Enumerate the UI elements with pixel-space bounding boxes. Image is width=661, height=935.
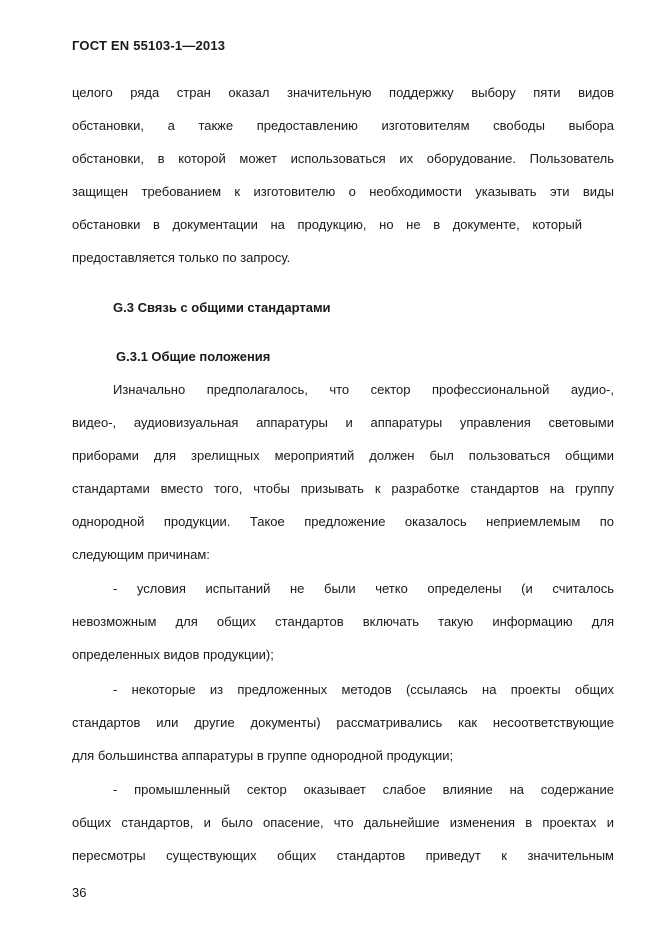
- list-item: - условия испытаний не были четко определены (и считалось: [113, 581, 614, 596]
- list-item-line: стандартов или другие документы) рассматривались как несоответствующие: [72, 715, 614, 730]
- paragraph-line: обстановки, в которой может использоваться их оборудование. Пользователь: [72, 151, 614, 166]
- paragraph-line: видео-, аудиовизуальная аппаратуры и аппаратуры управления световыми: [72, 415, 614, 430]
- paragraph-line: обстановки в документации на продукцию, но не в документе, который: [72, 217, 582, 232]
- paragraph-line: предоставляется только по запросу.: [72, 250, 291, 265]
- paragraph-line: целого ряда стран оказал значительную поддержку выбору пяти видов: [72, 85, 614, 100]
- paragraph-line: стандартами вместо того, чтобы призывать к разработке стандартов на группу: [72, 481, 614, 496]
- list-item-line: пересмотры существующих общих стандартов приведут к значительным: [72, 848, 614, 863]
- list-item-line: определенных видов продукции);: [72, 647, 274, 662]
- list-item: - промышленный сектор оказывает слабое влияние на содержание: [113, 782, 614, 797]
- section-heading-g31: G.3.1 Общие положения: [116, 349, 271, 364]
- document-header-title: ГОСТ EN 55103-1—2013: [72, 38, 226, 53]
- list-item-line: для большинства аппаратуры в группе однородной продукции;: [72, 748, 454, 763]
- page-number: 36: [72, 885, 87, 900]
- paragraph-line: обстановки, а также предоставлению изготовителям свободы выбора: [72, 118, 614, 133]
- list-item-line: общих стандартов, и было опасение, что дальнейшие изменения в проектах и: [72, 815, 614, 830]
- paragraph-line: приборами для зрелищных мероприятий должен был пользоваться общими: [72, 448, 614, 463]
- paragraph-line: следующим причинам:: [72, 547, 210, 562]
- list-item-line: невозможным для общих стандартов включать такую информацию для: [72, 614, 614, 629]
- section-heading-g3: G.3 Связь с общими стандартами: [113, 300, 331, 315]
- paragraph-line: Изначально предполагалось, что сектор профессиональной аудио-,: [113, 382, 614, 397]
- paragraph-line: однородной продукции. Такое предложение оказалось неприемлемым по: [72, 514, 614, 529]
- paragraph-line: защищен требованием к изготовителю о необходимости указывать эти виды: [72, 184, 614, 199]
- list-item: - некоторые из предложенных методов (ссылаясь на проекты общих: [113, 682, 614, 697]
